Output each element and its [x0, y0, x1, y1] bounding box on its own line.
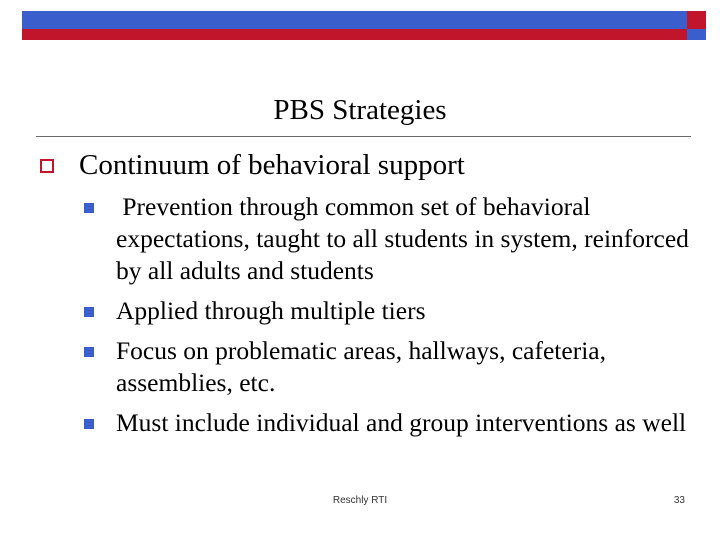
square-bullet-icon [84, 347, 94, 357]
square-bullet-icon [84, 203, 94, 213]
sub-bullet-item [84, 191, 694, 287]
sub-bullet-text: Applied through multiple tiers [116, 296, 426, 325]
square-bullet-icon [84, 307, 94, 317]
sub-bullet-item [84, 335, 694, 399]
sub-bullet-text: Prevention through common set of behavioral expectations, taught to all students in system, reinforced by all adults and students [116, 192, 696, 285]
square-bullet-icon [84, 419, 94, 429]
header-corner-red [687, 11, 706, 29]
header-bar-red [22, 29, 687, 40]
sub-bullet-item [84, 407, 694, 439]
sub-bullet-item [84, 295, 694, 327]
slide-title: PBS Strategies [273, 94, 447, 126]
header-bar-blue [22, 11, 687, 29]
sub-bullet-text: Focus on problematic areas, hallways, cafeteria, assemblies, etc. [116, 336, 606, 397]
title-divider [36, 136, 691, 137]
sub-bullet-text: Must include individual and group interventions as well [116, 408, 687, 437]
header-corner-blue [687, 29, 706, 40]
main-bullet-text: Continuum of behavioral support [79, 149, 465, 181]
page-number: 33 [673, 495, 685, 506]
hollow-square-bullet-icon [40, 159, 54, 173]
sub-bullet-list [84, 191, 694, 447]
footer-text: Reschly RTI [332, 495, 388, 506]
